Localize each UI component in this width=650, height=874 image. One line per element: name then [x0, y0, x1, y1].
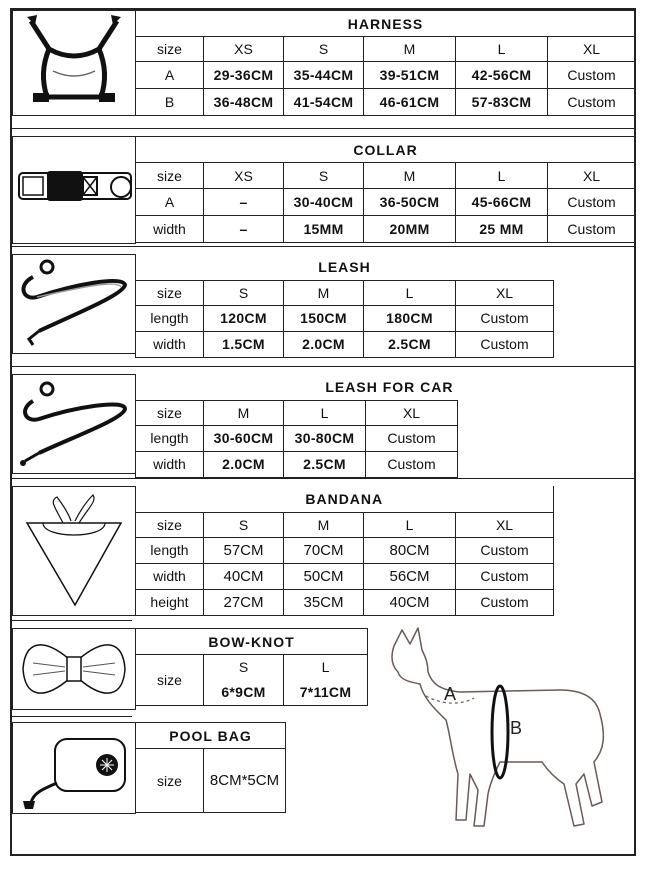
bowknot-image [12, 628, 136, 710]
collar-header-xl: XL [548, 163, 636, 189]
leash-header-size: size [136, 280, 204, 305]
car-leash-header-m: M [204, 400, 284, 425]
collar-width-xs: – [204, 216, 284, 243]
bandana-row-width-label: width [136, 563, 204, 589]
leash-length-l: 180CM [364, 305, 456, 331]
harness-header-xl: XL [548, 37, 636, 62]
collar-header-size: size [136, 163, 204, 189]
collar-width-xl: Custom [548, 216, 636, 243]
leash-length-m: 150CM [284, 305, 364, 331]
size-chart-frame [10, 8, 636, 856]
divider [12, 620, 132, 621]
collar-title: COLLAR [136, 137, 636, 163]
harness-a-xl: Custom [548, 62, 636, 89]
bandana-height-m: 35CM [284, 589, 364, 615]
leash-row-length-label: length [136, 305, 204, 331]
car-leash-length-xl: Custom [366, 425, 458, 451]
bandana-header-size: size [136, 512, 204, 537]
bandana-length-xl: Custom [456, 537, 554, 563]
collar-image [12, 136, 136, 244]
leash-width-xl: Custom [456, 331, 554, 357]
divider [12, 478, 634, 479]
leash-header-m: M [284, 280, 364, 305]
collar-a-s: 30-40CM [284, 189, 364, 216]
harness-b-m: 46-61CM [364, 89, 456, 116]
divider [12, 716, 132, 717]
leash-image [12, 254, 136, 354]
bandana-width-m: 50CM [284, 563, 364, 589]
car-leash-image [12, 374, 136, 474]
harness-title: HARNESS [136, 11, 636, 37]
harness-b-s: 41-54CM [284, 89, 364, 116]
poolbag-image [12, 722, 136, 814]
bandana-width-s: 40CM [204, 563, 284, 589]
car-leash-header-l: L [284, 400, 366, 425]
bandana-width-xl: Custom [456, 563, 554, 589]
car-leash-width-xl: Custom [366, 451, 458, 477]
bandana-row-length-label: length [136, 537, 204, 563]
harness-header-m: M [364, 37, 456, 62]
divider [12, 246, 634, 247]
bandana-header-m: M [284, 512, 364, 537]
harness-image [12, 10, 136, 116]
bandana-height-xl: Custom [456, 589, 554, 615]
leash-width-m: 2.0CM [284, 331, 364, 357]
bowknot-header-l: L [284, 655, 368, 680]
leash-length-xl: Custom [456, 305, 554, 331]
bandana-height-l: 40CM [364, 589, 456, 615]
bandana-length-m: 70CM [284, 537, 364, 563]
dog-label-b: B [510, 718, 523, 738]
bandana-table [135, 486, 554, 616]
collar-row-a-label: A [136, 189, 204, 216]
car-leash-row-width-label: width [136, 451, 204, 477]
harness-header-l: L [456, 37, 548, 62]
car-leash-length-l: 30-80CM [284, 425, 366, 451]
bandana-length-l: 80CM [364, 537, 456, 563]
leash-header-l: L [364, 280, 456, 305]
car-leash-header-xl: XL [366, 400, 458, 425]
bowknot-value-l: 7*11CM [284, 680, 368, 706]
car-leash-row-length-label: length [136, 425, 204, 451]
bandana-row-height-label: height [136, 589, 204, 615]
bandana-image [12, 486, 136, 616]
harness-row-a-label: A [136, 62, 204, 89]
bowknot-size-label: size [136, 655, 204, 706]
leash-length-s: 120CM [204, 305, 284, 331]
harness-header-xs: XS [204, 37, 284, 62]
collar-header-s: S [284, 163, 364, 189]
collar-width-l: 25 MM [456, 216, 548, 243]
bowknot-header-s: S [204, 655, 284, 680]
harness-b-xs: 36-48CM [204, 89, 284, 116]
harness-b-l: 57-83CM [456, 89, 548, 116]
harness-a-xs: 29-36CM [204, 62, 284, 89]
collar-a-l: 45-66CM [456, 189, 548, 216]
collar-width-s: 15MM [284, 216, 364, 243]
car-leash-title: LEASH FOR CAR [136, 374, 458, 400]
leash-row-width-label: width [136, 331, 204, 357]
harness-header-size: size [136, 37, 204, 62]
leash-width-s: 1.5CM [204, 331, 284, 357]
car-leash-table [135, 374, 458, 478]
divider [12, 128, 634, 129]
harness-table [135, 10, 636, 116]
dog-label-a: A [444, 684, 457, 704]
harness-b-xl: Custom [548, 89, 636, 116]
poolbag-size-value: 8CM*5CM [204, 749, 286, 813]
collar-header-m: M [364, 163, 456, 189]
leash-header-s: S [204, 280, 284, 305]
car-leash-length-m: 30-60CM [204, 425, 284, 451]
harness-a-s: 35-44CM [284, 62, 364, 89]
collar-header-l: L [456, 163, 548, 189]
collar-a-xl: Custom [548, 189, 636, 216]
collar-header-xs: XS [204, 163, 284, 189]
poolbag-size-label: size [136, 749, 204, 813]
collar-a-xs: – [204, 189, 284, 216]
bandana-width-l: 56CM [364, 563, 456, 589]
leash-table [135, 254, 554, 358]
collar-row-width-label: width [136, 216, 204, 243]
leash-title: LEASH [136, 254, 554, 280]
leash-width-l: 2.5CM [364, 331, 456, 357]
car-leash-width-l: 2.5CM [284, 451, 366, 477]
bandana-length-s: 57CM [204, 537, 284, 563]
collar-a-m: 36-50CM [364, 189, 456, 216]
bowknot-value-s: 6*9CM [204, 680, 284, 706]
poolbag-title: POOL BAG [136, 723, 286, 749]
harness-row-b-label: B [136, 89, 204, 116]
bandana-header-l: L [364, 512, 456, 537]
bandana-height-s: 27CM [204, 589, 284, 615]
car-leash-width-m: 2.0CM [204, 451, 284, 477]
car-leash-header-size: size [136, 400, 204, 425]
bandana-header-xl: XL [456, 512, 554, 537]
divider [12, 366, 634, 367]
dog-measure-diagram [380, 624, 630, 844]
poolbag-table [135, 722, 286, 813]
harness-header-s: S [284, 37, 364, 62]
harness-a-l: 42-56CM [456, 62, 548, 89]
bowknot-title: BOW-KNOT [136, 629, 368, 655]
bowknot-table [135, 628, 368, 706]
harness-a-m: 39-51CM [364, 62, 456, 89]
leash-header-xl: XL [456, 280, 554, 305]
collar-table [135, 136, 636, 243]
collar-width-m: 20MM [364, 216, 456, 243]
bandana-title: BANDANA [136, 486, 554, 512]
bandana-header-s: S [204, 512, 284, 537]
